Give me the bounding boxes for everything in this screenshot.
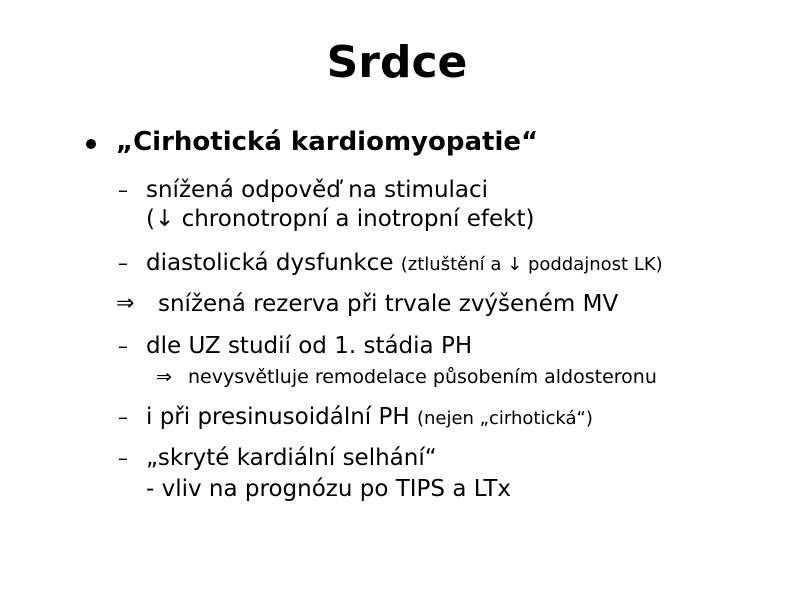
item3: dle UZ studií od 1. stádia PH <box>146 333 473 359</box>
dash-marker-4: – <box>118 405 128 429</box>
item2 <box>146 248 663 280</box>
item1-line1: snížená odpověď na stimulaci <box>146 177 489 203</box>
sub-text: nevysvětluje remodelace působením aldosteronu <box>188 366 657 388</box>
item1-line2 <box>146 204 534 234</box>
down-arrow-icon: ↓ <box>507 254 523 275</box>
item4-main-text: i při presinusoidální PH <box>146 404 417 430</box>
item2-main-text: diastolická dysfunkce <box>146 250 401 276</box>
item4-small-text: (nejen „cirhotická“) <box>416 408 593 429</box>
slide-title: Srdce <box>326 37 468 88</box>
item1-line2-text: chronotropní a inotropní efekt) <box>174 206 535 232</box>
dash-marker-1: – <box>118 178 128 202</box>
item2-small-pre: (ztluštění a <box>400 254 508 275</box>
bullet-main-text: „Cirhotická kardiomyopatie“ <box>116 127 539 157</box>
dash-marker-3: – <box>118 334 128 358</box>
item5-line2: - vliv na prognózu po TIPS a LTx <box>146 476 512 502</box>
implies-text: snížená rezerva při trvale zvýšeném MV <box>158 291 619 317</box>
item1-paren: ( <box>146 206 155 232</box>
bullet-dot <box>86 139 96 149</box>
item2-small-post: poddajnost LK) <box>522 254 663 275</box>
sub-implies-arrow-icon: ⇒ <box>156 366 172 388</box>
item5-line1: „skryté kardiální selhání“ <box>146 445 437 471</box>
dash-marker-2: – <box>118 251 128 275</box>
down-arrow-icon: ↓ <box>154 206 175 232</box>
dash-marker-5: – <box>118 446 128 470</box>
item4 <box>146 402 593 434</box>
implies-arrow-icon: ⇒ <box>116 291 135 316</box>
